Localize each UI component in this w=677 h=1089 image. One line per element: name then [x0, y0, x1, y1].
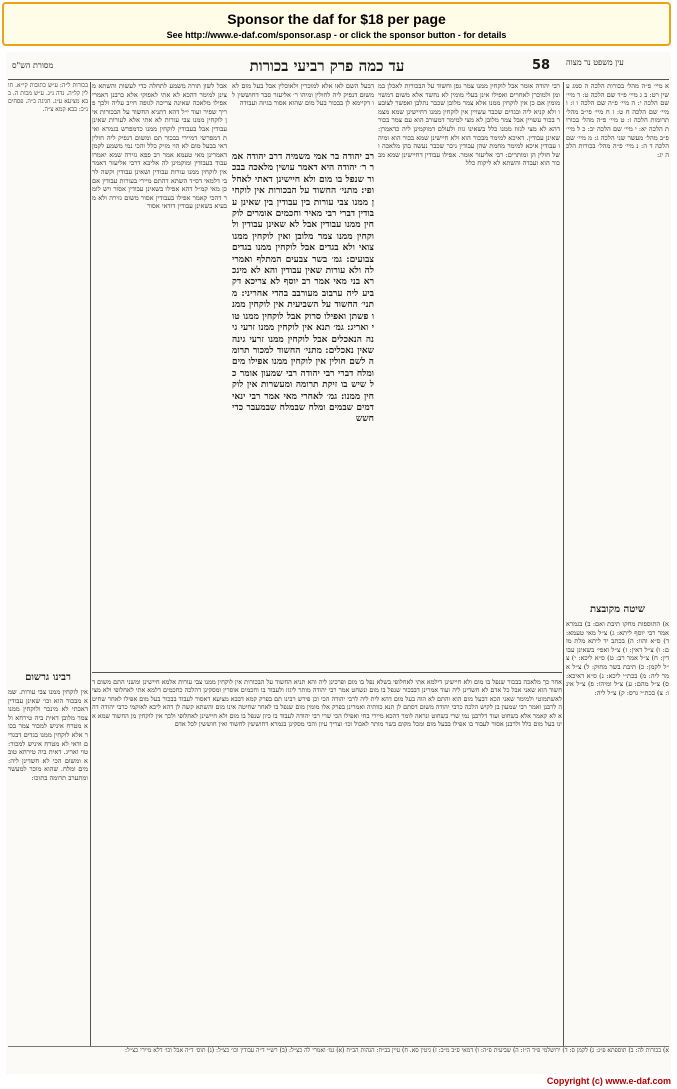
header-rule	[8, 79, 669, 80]
column-divider	[90, 82, 91, 1047]
sponsor-title: Sponsor the daf for $18 per page	[227, 11, 446, 27]
gemara-column: רב יהודה בר אמי משמיה דרב יהודה אמר ר׳ יהודה היא דאמר עושין מלאכה בבכור שנפל בו מום ולא חיישינן דאתי לאחלופי: מתני׳ החשוד על הבכורות אין לוקחין ממנו צבי עורות בין עבודין בין שאינן עבודין דברי רבי מאיר וחכמים אומרים לוקחין ממנו עבודין אבל לא שאינן עבודין ולוקחין ממנו צמר מלובן ואין לוקחין ממנו צואי ולא בגדים אבל לוקחין ממנו בגדים צבועים: גמ׳ בשר צבעים המתלף ואמרי לה ולא עורות שאין עבודין והא לא מינכרא בני מאי אמר רב יוסף לא צריכא דקביע ליה ערבוב מעורבב בהדי אחריני: מתני׳ החשוד על השביעית אין לוקחין ממנו פשתן ואפילו סרוק אבל לוקחין ממנו טוי ואריג: גמ׳ תנא אין לוקחין ממנו זרעי גינה הנאכלים אבל לוקחין ממנו זרעי גינה שאין נאכלים: מתני׳ החשוד למכור תרומה לשם חולין אין לוקחין ממנו אפילו מים ומלח דברי רבי יהודה רבי שמעון אומר כל שיש בו זיקת תרומה ומעשרות אין לוקחין ממנו: גמ׳ לאחרי מאי אמר רבי ינאי דמים שבמים ומלח שבמלח שבמעבר כדי חשש	[232, 152, 374, 425]
rabbenu-gershom-column: אין לוקחין ממנו צבי עורות. שמא מבכור הוא וכו׳ שאינן עבודין דאכתי לא מינכר ולוקחין ממנו צמר מלובן דאית ביה טירחא ולא מטרח איניש למכור צמר בכור אלא לוקחין ממנו בגדים דבגדים ודאי לא מטרח איניש למכור: טוי ואריג. דאית ביה טירחא טובא ומשום הכי לא חשדינן ליה: מים ומלח. שהוא מוכר למעשר ומתערב תרומה בתוכו:	[8, 688, 88, 782]
column-divider	[563, 82, 564, 1047]
page-title: עד כמה פרק רביעי בכורות	[249, 57, 405, 75]
rashi-column: רבי יהודה אומר אבל לוקחין ממנו צמר גפן וחשוד על הבכורות לאכלן במומן ולמוכרן לאחרים ואפילו אינן בעלי מומין לא נחשד אלא משום דמשוי מומין אם כן אין לוקחין ממנו אלא צמר מלובן שכבר נתלבן ואפשר לצובעו ולא קניא ליה ובגדים שכבר עשויין אין לוקחין ממנו דחיישינן שמא מצמר בכור עשויין אבל צמר מלובן לא מצי למימר דמעורב הוא עם צמר בכור דהא לא מצי לגזוז ממנו כלל בשאינו גזוז ולעולם דמוקמינן ליה כדאמרן: שאינן עבודין. דאיכא למימר מבכור הוא ולא חיישינן שמא בכור הוא ומיהו עבודין איכא למימר מחמת שהן עבודין ניכר שכבר נעשה בהן מלאכה ושל חולין הן ומותרים: רבי אליעזר אומר. אפילו עבודין דחיישינן שמא מבכור הוא ועבדה והשתא לא ליקוח כלל	[378, 82, 560, 168]
bottom-section-rule	[92, 672, 562, 673]
tosafot-column: אבל לשון תורה משמע לתחלה כדי לעשות והשתא מצינן למימר דהכא לא אתי לאפוקי אלא כרבנן דאמרי אפילו מלאכה שאינה צריכה לגופה חייב עליה ולכך פריך שפיר ועוד י״ל דהא דתניא החשוד על הבכורות אין לוקחין ממנו צבי עורות לא אתי אלא לעורות שאינן עבודין אבל בעבודין לוקחין ממנו כדמפרש בגמרא ואית דמפרשי דמיירי בבכור תם ומשום דנפיק ליה חולין דאי בבעל מום לא הוי מזיק כלל והכי נמי משמע לקמן דאמרינן מאי טעמא אמר רב פפא גזירה שמא יאמרו עבוד בעבודין ומוקמינן לה אליבא דרבי אליעזר דאמר אין לוקחין ממנו עורות עבודין ושאינן עבודין וקשה לרבי דלמאי דס״ד השתא דהתם מיירי בעורות עבודין אם כן מאי קמ״ל דהא אפילו בשאינן עבודין אסור ויש לומר דהכי קאמר אפילו בעבודין אסור משום גזירה ולא מבעיא בשאינן עבודין דודאי אסור	[92, 82, 227, 211]
sponsor-subtitle: See http://www.e-daf.com/sponsor.asp - or click the sponsor button - for details	[166, 30, 507, 40]
ein-mishpat-column: א מיי׳ פ״ה מהל׳ בכורות הלכה ה סמג עשין רט: ב ג מיי׳ פ״ד שם הלכה ט: ד מיי׳ שם הלכה י: ה מיי׳ פ״ה שם הלכה ו ז: ו מיי׳ שם הלכה ח ט: ז ח מיי׳ פי״ב מהל׳ תרומות הלכה ז: ט מיי׳ פ״ה מהל׳ בכורות הלכה יא: י מיי׳ שם הלכה יב: כ ל מיי׳ פ״ב מהל׳ מעשר שני הלכה ג: מ מיי׳ שם הלכה ד ה: נ מיי׳ פ״ה מהל׳ בכורות הלכה יג:	[566, 82, 669, 159]
copyright-link[interactable]: Copyright (c) www.e-daf.com	[546, 1076, 671, 1086]
masoret-hashas-column: בכורות ל״ה: ע״ש כתובות קי״א. חולין קל״ה. נדה נ״ג. ע״ש מכות ה. בבא מציעא ע״ג. חגיגה כ״ה. פסחים נ״ב: בבא קמא צ״ה.	[8, 82, 88, 113]
talmud-page	[6, 52, 671, 1074]
page-number: 58	[532, 58, 551, 73]
ein-mishpat-label: עין משפט נר מצוה	[566, 58, 624, 67]
shita-mekubetzet-title: שיטה מקובצת	[590, 604, 645, 615]
bottom-commentary: אחר כך מלאכה בבכור שנפל בו מום ולא חיישינן דילמא אתי לאחלופי בשלא נפל בו מום ופרכינן ליה והא תניא החשוד על הבכורות אין לוקחין ממנו צבי עורות אלמא חיישינן ומשני התם משום דחשוד הוא שאני אבל כל אדם לא חשדינן ליה ועוד אמרינן דבבכור שנפל בו מום ונשחט אמר רבי יהודה מותר ליגזז ולעבוד בו וחכמים אוסרין ומסקינן דהלכה כחכמים דלמא אתי לאחלופי ולא מצי לאשתמוטי ולמימר שאני הכא דבעל מום הוא והתם לא הוה בעל מום דהא לית ליה לרבי יהודה הכי וכן פירש רבינו תם בפרק קמא דבבא מציעא דאסור לעבוד בבכור בעל מום אפילו לאחר שחיטה לרבנן ואמר רבי שמעון בן לקיש הלכה כרבי יהודה משום דסתם לן תנא כוותיה ואמרינן בפרק אלו מומין מום שנפל בו לאחר שחיטה אינו מום והשתא קשה לן דהא ליכא לאוקמי כרבי יהודה דהא לא קאמר אלא בשחוט ועוד דלרבנן נמי שרי בשחוט ונראה לומר דהכא מיירי בחי ואפילו הכי שרי רבי יהודה לעבוד בו כיון שנפל בו מום ולא חיישינן לאחלופי ולכך אין לוקחין מן החשוד שמא אינו בעל מום כלל ולרבנן אסור לעבוד בו אפילו בבעל מום ומכל מקום בשר מותר לאכול וכו׳ וצריך עיון והכי מסקינן בגמרא דחוששין לחשוד ואין חוששין לכל אדם	[92, 678, 562, 729]
footnotes-bar: א) בכורות לה: ב) תוספתא פ״ג: ג) לקמן ס: ד) ירושלמי פ״ד ה״ז: ה) שביעית פ״ה: ו) דמאי פ״ב מ״ב: ז) גיטין סא. ח) עיין בב״ח: הגהות הב״ח (א) גמ׳ ואמרי לה כצ״ל: (ב) רש״י ד״ה עבודין וכו׳ כצ״ל: (ג) תוס׳ ד״ה אבל וכו׳ דלא מיירי כצ״ל:	[8, 1046, 669, 1073]
masoret-hashas-label: מסורת הש"ס	[12, 61, 54, 70]
gemara-top-text: דבעל השם לאו אלא למוכרין ולאוכלין אבל בעל מום לא משום דנפיק ליה לחולין ומיהו ר׳ אליעזר סבר דחוששין לו דקיימא לן בבכור בעל מום שהוא אסור בגיזה ועבודה	[232, 82, 374, 108]
sponsor-banner[interactable]	[2, 2, 671, 46]
rabbenu-gershom-title: רבינו גרשום	[25, 672, 71, 683]
shita-mekubetzet-column: א) התוספות מחקו תיבת ואם: ב) בגמרא אמר רבי יוסף ליתא: ג) צ״ל מאי טעמא: ד) ס״א והוו: ה) בכתב יד ליתא מלת מום: ו) צ״ל דאין: ז) צ״ל ואפי׳ בשאינן עבודין: ח) צ״ל אמר רב: ט) ס״א ליכא: י) צ״ל לקמן: כ) תיבת בשר מחוק: ל) צ״ל אמר ליה: מ) בכת״י ליכא: נ) ס״א דאיכא: ס) צ״ל מהם: ע) צ״ל ומיהו: פ) צ״ל אינו: צ) בכת״י גרס: ק) צ״ל ליה:	[566, 620, 669, 697]
